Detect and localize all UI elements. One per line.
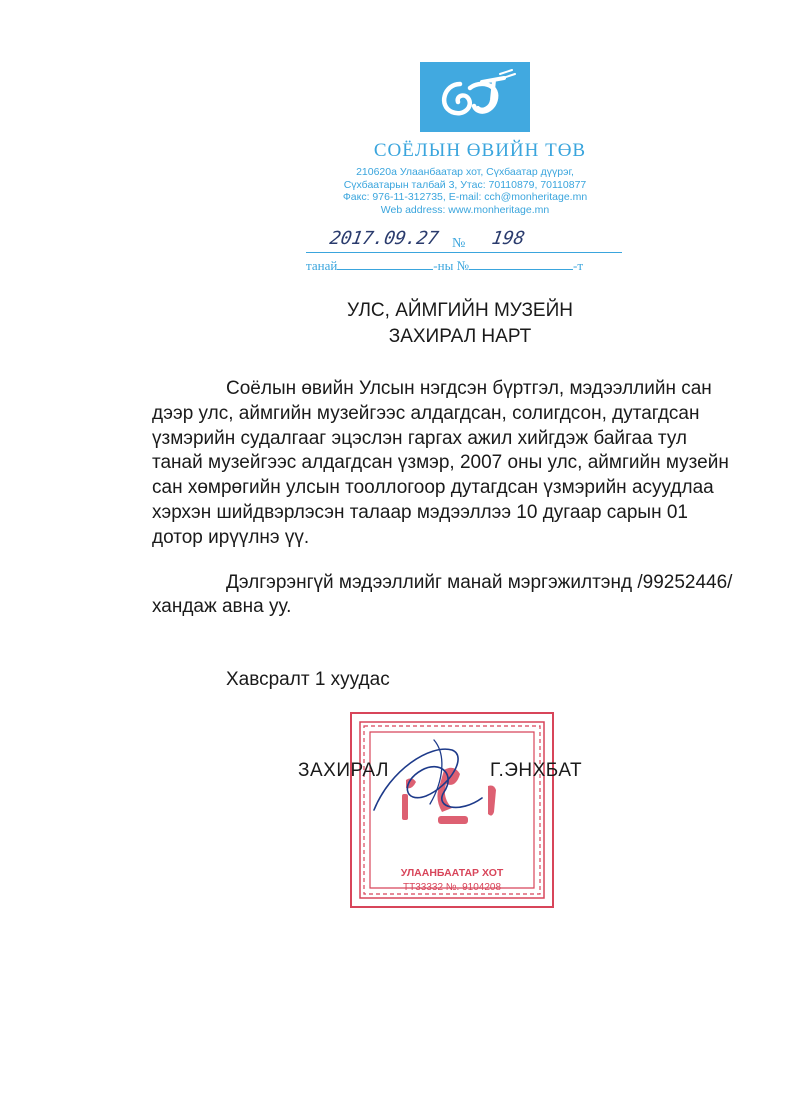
signer-title: ЗАХИРАЛ (298, 760, 389, 781)
stamp-seal-icon (348, 710, 556, 910)
address-line: Сүхбаатарын талбай 3, Утас: 70110879, 70110877 (343, 178, 587, 191)
reply-middle: -ны № (433, 258, 469, 273)
body-line: танай музейгээс алдагдсан үзмэр, 2007 оны улс, аймгийн музейн (152, 452, 729, 474)
organization-name: СОЁЛЫН ӨВИЙН ТӨВ (373, 140, 587, 161)
official-stamp (348, 710, 556, 910)
reply-suffix: -т (572, 258, 583, 273)
body-line: Дэлгэрэнгүй мэдээллийг манай мэргэжилтэнд /99252446/ (226, 571, 733, 593)
body-line: сан хөмрөгийн улсын тооллогоор дутагдсан үзмэрийн асуудлаа (152, 477, 714, 499)
addressee-line: УЛС, АЙМГИЙН МУЗЕЙН (347, 300, 573, 321)
body-line: дотор ирүүлнэ үү. (152, 526, 310, 548)
blank-field (337, 259, 433, 270)
body-line: үзмэрийн судалгааг эцэслэн гаргах ажил хийгдэж байгаа тул (152, 427, 688, 449)
address-line: Web address: www.monheritage.mn (380, 203, 550, 216)
signer-name: Г.ЭНХБАТ (490, 760, 583, 781)
handwritten-date: 2017.09.27 (328, 228, 441, 249)
letter-body (152, 377, 733, 620)
addressee-block (280, 298, 640, 350)
body-paragraph-1 (152, 377, 729, 551)
blank-field (469, 259, 573, 270)
address-line: Факс: 976-11-312735, E-mail: cch@monheritage.mn (342, 191, 588, 204)
organization-address (300, 166, 630, 216)
body-line: хэрхэн шийдвэрлэсэн талаар мэдээллээ 10 дугаар сарын 01 (152, 501, 688, 523)
addressee-line: ЗАХИРАЛ НАРТ (388, 326, 532, 347)
stamp-code: ТТ33332 №. 9104208 (402, 882, 502, 893)
logo-emblem-icon (420, 62, 530, 132)
handwritten-number: 198 (490, 228, 527, 249)
attachment-note: Хавсралт 1 хуудас (226, 669, 390, 690)
number-sign: № (452, 236, 466, 251)
body-line: хандаж авна уу. (152, 596, 292, 618)
organization-logo (420, 62, 530, 132)
reply-prefix: танай (306, 258, 338, 273)
body-line: дээр улс, аймгийн музейгээс алдагдсан, солигдсон, дутагдсан (152, 402, 700, 424)
reply-reference-line (306, 258, 583, 274)
body-line: Соёлын өвийн Улсын нэгдсэн бүртгэл, мэдээллийн сан (226, 378, 712, 399)
address-line: 210620а Улаанбаатар хот, Сүхбаатар дүүрэг, (356, 166, 574, 178)
stamp-city: УЛААНБААТАР ХОТ (400, 867, 504, 879)
body-paragraph-2 (152, 571, 733, 621)
